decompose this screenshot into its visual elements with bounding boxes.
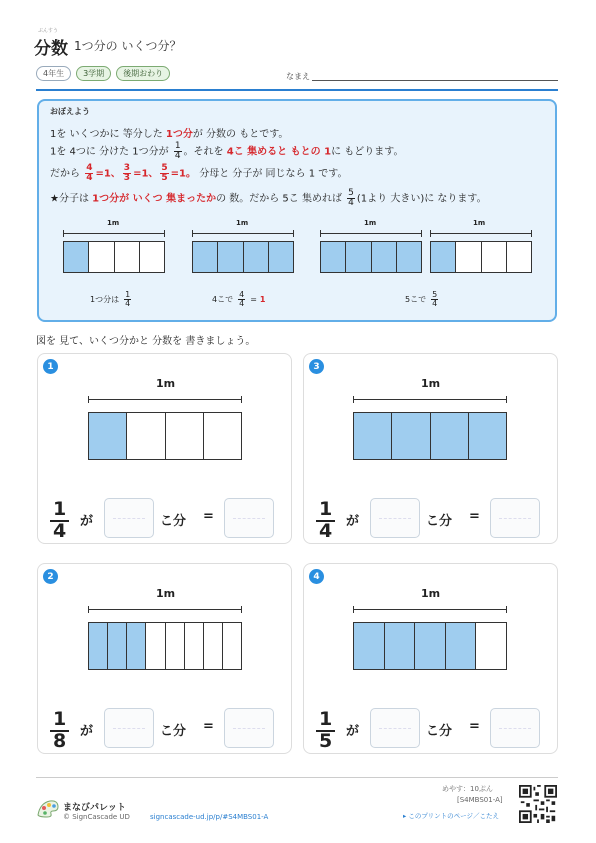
memo-line-1: [50, 125, 288, 140]
caption-value: 1: [259, 295, 266, 304]
memo-title: おぼえよう: [50, 107, 90, 116]
bar-cell: [127, 413, 165, 459]
length-bracket: [430, 230, 532, 237]
bar-cell-filled: [244, 242, 269, 272]
site-link[interactable]: signcascade-ud.jp/p/#S4MBS01-A: [150, 813, 269, 821]
denominator: 4: [53, 519, 67, 542]
length-bracket: [353, 396, 507, 403]
denominator: 3: [123, 173, 131, 183]
title-ruby: ぶんすう: [38, 28, 59, 34]
fraction-bar: [88, 412, 242, 460]
kobun-label: こ分: [426, 724, 453, 739]
name-label: なまえ: [286, 72, 310, 81]
length-bracket: [353, 606, 507, 613]
unit-label: 1m: [107, 219, 120, 227]
numerator: 1: [316, 500, 335, 522]
memo-text: ★分子は: [50, 193, 93, 205]
instruction-text: 図を 見て、いくつ分かと 分数を 書きましょう。: [36, 336, 256, 347]
bar-cell-filled: [431, 242, 456, 272]
kobun-label: こ分: [160, 514, 187, 529]
bar-cell: [204, 623, 223, 669]
answer-page-link[interactable]: ▸ このプリントのページ／こたえ: [403, 812, 499, 820]
palette-logo-icon: [36, 797, 60, 819]
fraction-bar: [88, 622, 242, 670]
unit-label: 1m: [236, 219, 249, 227]
memo-bar-3a: [320, 241, 422, 273]
fraction-answer-box[interactable]: [224, 498, 274, 538]
qr-code-icon[interactable]: [519, 785, 557, 823]
bar-cell-filled: [321, 242, 346, 272]
memo-text: 1を 4つに 分けた 1つ分が: [50, 146, 172, 158]
kobun-label: こ分: [160, 724, 187, 739]
problem-number: 4: [309, 569, 324, 584]
numerator: 1: [125, 290, 131, 299]
numerator: 4: [239, 290, 245, 299]
memo-highlight: 1つ分が いくつ 集まったか: [92, 193, 217, 205]
denominator: 5: [319, 729, 333, 752]
caption-2: [212, 291, 265, 308]
numerator: 1: [50, 710, 69, 732]
bar-cell-filled: [218, 242, 243, 272]
count-answer-box[interactable]: [104, 708, 154, 748]
numerator: 1: [50, 500, 69, 522]
fraction: [124, 291, 131, 308]
numerator: 1: [174, 141, 181, 151]
bar-cell-filled: [397, 242, 421, 272]
name-field[interactable]: [312, 80, 558, 81]
page-title: 分数: [34, 39, 68, 59]
fraction: [174, 142, 182, 161]
memo-text: の 数。だから 5こ 集めれば: [216, 193, 346, 205]
equals-sign: =: [469, 509, 480, 524]
bar-cell: [89, 242, 114, 272]
fraction: [347, 189, 355, 208]
fraction: [123, 164, 131, 183]
fraction-bar: [353, 622, 507, 670]
numerator: 4: [86, 163, 93, 173]
length-bracket: [192, 230, 294, 237]
memo-text: 1を いくつかに 等分した: [50, 129, 166, 140]
denominator: 4: [348, 198, 354, 208]
length-bracket: [88, 606, 242, 613]
unit-fraction: [316, 710, 335, 752]
numerator: 5: [161, 163, 168, 173]
bar-cell-filled: [108, 623, 127, 669]
time-estimate: めやす：10ぷん: [442, 785, 493, 793]
bar-cell-filled: [392, 413, 430, 459]
memo-highlight: =1、: [133, 168, 159, 180]
caption-text: 1つ分は: [90, 295, 120, 304]
bar-cell-filled: [269, 242, 293, 272]
caption-3: [405, 291, 440, 308]
denominator: 5: [161, 173, 168, 183]
fraction-answer-box[interactable]: [224, 708, 274, 748]
bar-cell-filled: [346, 242, 371, 272]
count-answer-box[interactable]: [370, 708, 420, 748]
numerator: 5: [432, 290, 438, 299]
problem-number: 2: [43, 569, 58, 584]
bar-cell: [185, 623, 204, 669]
unit-fraction: [50, 710, 69, 752]
length-bracket: [63, 230, 165, 237]
memo-highlight: 1つ分: [165, 129, 193, 140]
fraction-bar: [353, 412, 507, 460]
memo-text: 。それを: [183, 146, 227, 158]
denominator: 4: [86, 173, 93, 183]
fraction: [238, 291, 245, 308]
memo-text: (1より 大きい)に なります。: [356, 193, 487, 205]
page-subtitle: 1つ分の いくつ分？: [74, 39, 182, 53]
problem-number: 3: [309, 359, 324, 374]
memo-highlight: 4こ 集めると もとの 1: [226, 146, 332, 158]
unit-label: 1m: [473, 219, 486, 227]
numerator: 3: [123, 163, 131, 173]
memo-bar-1: [63, 241, 165, 273]
print-code: [S4MBS01-A]: [457, 796, 503, 804]
bar-cell: [204, 413, 241, 459]
particle-ga: が: [346, 514, 360, 529]
bar-cell: [507, 242, 531, 272]
memo-line-4: [50, 189, 487, 208]
numerator: 1: [316, 710, 335, 732]
memo-line-2: [50, 142, 404, 161]
particle-ga: が: [80, 514, 94, 529]
bar-cell: [456, 242, 481, 272]
bar-cell: [115, 242, 140, 272]
memo-text: 分母と 分子が 同じなら 1 です。: [199, 168, 348, 180]
brand-name: まなびパレット: [63, 803, 126, 813]
denominator: 4: [432, 299, 438, 308]
footer-divider: [36, 777, 558, 778]
unit-fraction: [50, 500, 69, 542]
kobun-label: こ分: [426, 514, 453, 529]
equals-sign: =: [469, 719, 480, 734]
length-bracket: [88, 396, 242, 403]
memo-highlight: =1。: [170, 168, 197, 180]
bar-cell: [223, 623, 241, 669]
equals-sign: =: [203, 719, 214, 734]
bar-cell-filled: [431, 413, 469, 459]
bar-cell: [166, 413, 204, 459]
tag-list: [36, 66, 170, 81]
memo-text: に もどります。: [331, 146, 404, 158]
fraction: [431, 291, 438, 308]
tag-term: 3学期: [76, 66, 111, 81]
memo-text: だから: [50, 168, 84, 180]
bar-cell: [482, 242, 507, 272]
count-answer-box[interactable]: [104, 498, 154, 538]
bar-cell-filled: [89, 413, 127, 459]
length-bracket: [320, 230, 422, 237]
bar-cell-filled: [415, 623, 446, 669]
fraction-answer-box[interactable]: [490, 708, 540, 748]
count-answer-box[interactable]: [370, 498, 420, 538]
bar-cell-filled: [354, 623, 385, 669]
unit-label: 1m: [156, 587, 176, 600]
bar-cell-filled: [469, 413, 506, 459]
bar-cell-filled: [446, 623, 477, 669]
unit-label: 1m: [364, 219, 377, 227]
memo-bar-2: [192, 241, 294, 273]
fraction-answer-box[interactable]: [490, 498, 540, 538]
numerator: 5: [348, 188, 354, 198]
denominator: 4: [125, 299, 131, 308]
header-divider: [36, 89, 558, 91]
bar-cell-filled: [89, 623, 108, 669]
unit-label: 1m: [156, 377, 176, 390]
denominator: 4: [239, 299, 245, 308]
bar-cell: [140, 242, 164, 272]
bar-cell-filled: [354, 413, 392, 459]
fraction: [160, 164, 168, 183]
equals-sign: =: [203, 509, 214, 524]
tag-grade: 4年生: [36, 66, 71, 81]
bar-cell: [146, 623, 165, 669]
bar-cell-filled: [64, 242, 89, 272]
caption-text: 4こで: [212, 295, 234, 304]
bar-cell-filled: [127, 623, 146, 669]
memo-bar-3b: [430, 241, 532, 273]
problem-number: 1: [43, 359, 58, 374]
particle-ga: が: [346, 724, 360, 739]
denominator: 4: [319, 519, 333, 542]
memo-text: が 分数の もとです。: [192, 129, 289, 140]
equals-sign: =: [250, 295, 257, 304]
copyright: © SignCascade UD: [63, 813, 130, 821]
fraction: [85, 164, 93, 183]
unit-label: 1m: [421, 377, 441, 390]
memo-line-3: [50, 164, 347, 183]
unit-label: 1m: [421, 587, 441, 600]
memo-highlight: =1、: [95, 168, 121, 180]
denominator: 8: [53, 729, 67, 752]
tag-period: 後期おわり: [116, 66, 170, 81]
bar-cell: [166, 623, 185, 669]
bar-cell: [476, 623, 506, 669]
bar-cell-filled: [385, 623, 416, 669]
unit-fraction: [316, 500, 335, 542]
denominator: 4: [174, 151, 181, 161]
particle-ga: が: [80, 724, 94, 739]
bar-cell-filled: [193, 242, 218, 272]
caption-1: [90, 291, 133, 308]
caption-text: 5こで: [405, 295, 427, 304]
bar-cell-filled: [372, 242, 397, 272]
